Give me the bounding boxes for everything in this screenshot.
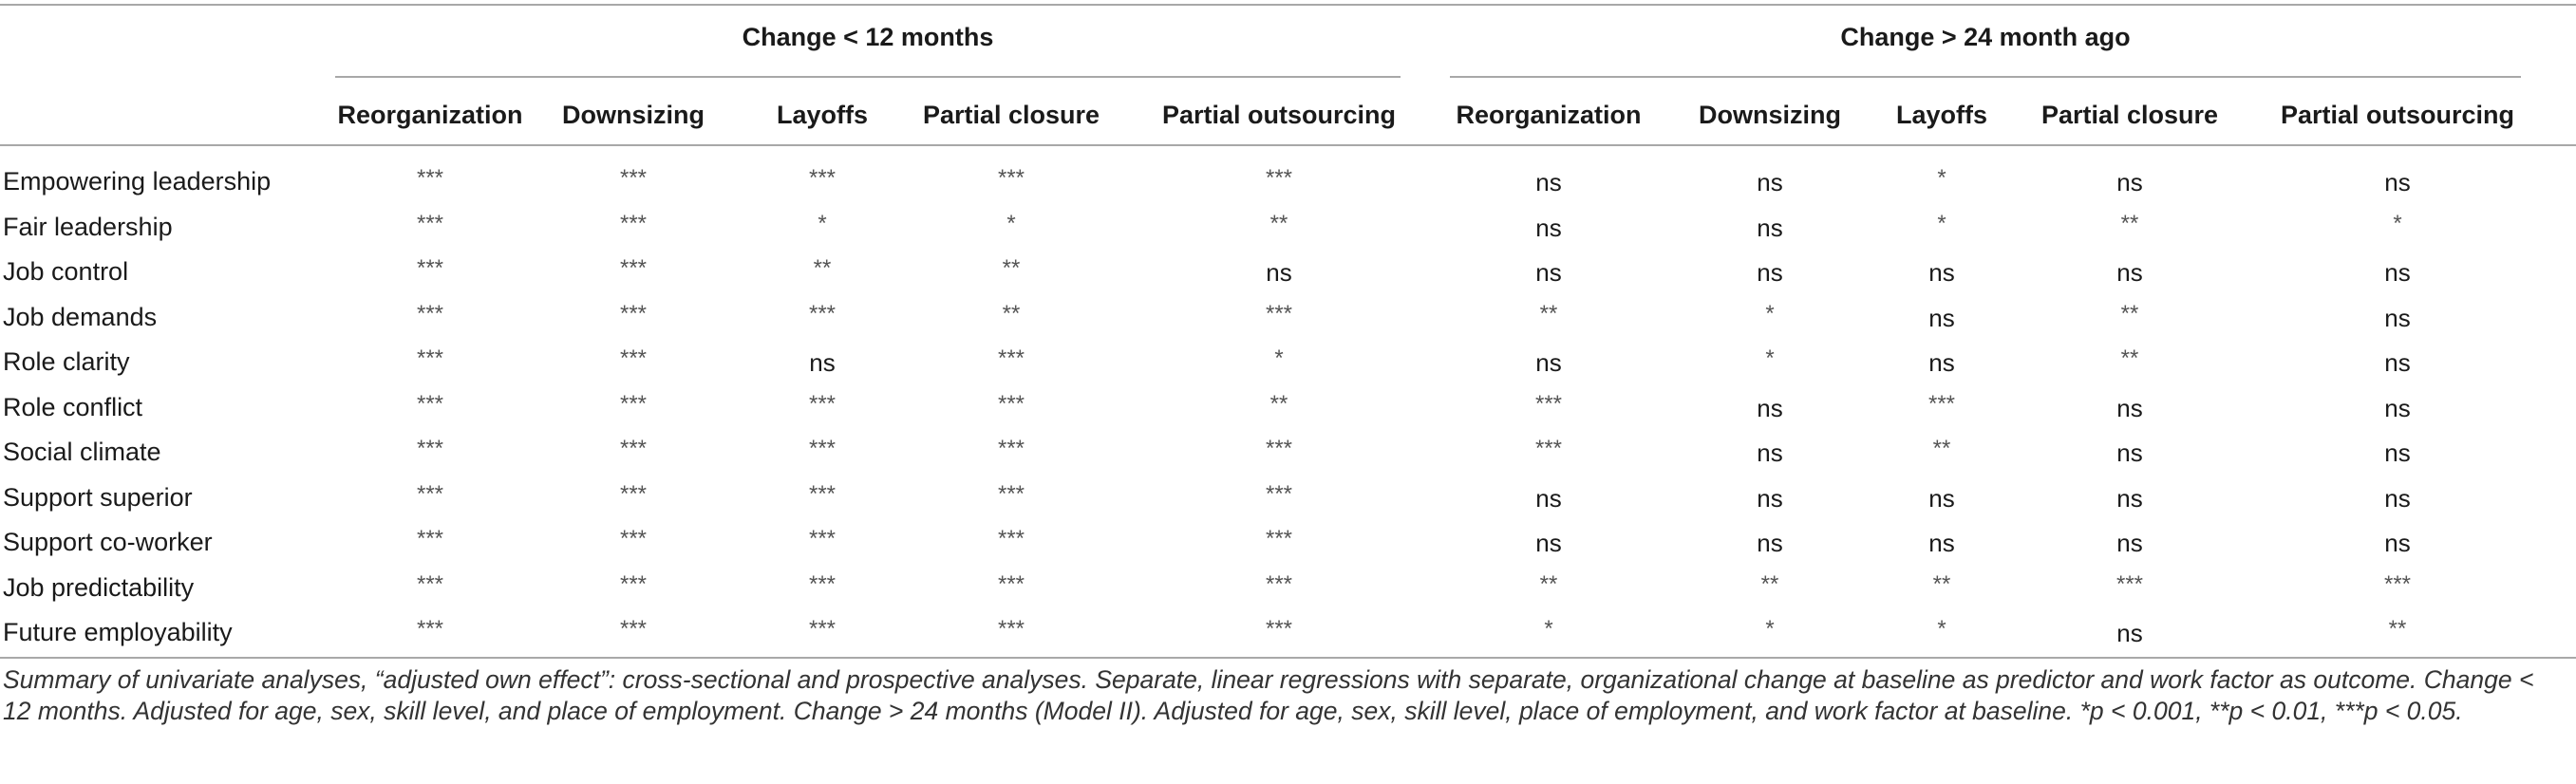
table-cell: *** [416, 300, 444, 327]
column-header-downsizing-gt24: Downsizing [1699, 101, 1841, 129]
table-cell: ns [2116, 258, 2143, 287]
column-header-partial-outsourcing-gt24: Partial outsourcing [2280, 101, 2515, 129]
table-cell: *** [1265, 436, 1293, 461]
row-label: Fair leadership [3, 212, 173, 241]
table-cell: ns [1757, 529, 1783, 557]
row-label: Social climate [3, 438, 161, 466]
table-cell: * [1937, 210, 1946, 236]
table-cell: *** [808, 165, 837, 191]
table-cell: *** [997, 616, 1025, 642]
table-cell: *** [1927, 390, 1956, 417]
table-cell: *** [1534, 390, 1563, 417]
table-cell: *** [619, 210, 648, 236]
table-cell: ** [2120, 345, 2139, 371]
table-cell: * [1937, 165, 1946, 191]
table-cell: ns [2384, 303, 2411, 332]
table-cell: ns [1535, 483, 1562, 513]
table-cell: *** [1265, 165, 1293, 191]
table-cell: ns [1928, 483, 1955, 513]
row-label: Job demands [3, 302, 158, 331]
table-cell: *** [416, 345, 444, 371]
table-cell: *** [416, 255, 444, 281]
table-cell: ns [2384, 258, 2411, 287]
table-cell: *** [416, 165, 444, 191]
table-footnote: Summary of univariate analyses, “adjusted own effect”: cross-sectional and prospective analyses. Separate, linear regressions with separate, organizational change at baseline as predictor and work factor as outcome. Change < 12 months. Adjusted for age, sex, skill level, and place of employment. Change > 24 months (Model II). Adjusted for age, sex, skill level, place of employment, and work factor at baseline. *p < 0.001, **p < 0.01, ***p < 0.05. [3, 665, 2534, 725]
table-cell: ns [2116, 393, 2143, 422]
column-header-layoffs-lt12: Layoffs [776, 101, 869, 129]
row-label: Empowering leadership [3, 167, 272, 196]
table-cell: ns [1757, 258, 1783, 287]
column-header-reorganization-gt24: Reorganization [1456, 101, 1642, 129]
column-header-layoffs-gt24: Layoffs [1895, 101, 1988, 129]
table-cell: ** [1932, 570, 1951, 597]
table-cell: ** [813, 255, 832, 281]
table-cell: * [1937, 616, 1946, 642]
table-cell: *** [997, 345, 1025, 371]
table-cell: ns [1535, 529, 1562, 557]
table-cell: *** [2115, 570, 2144, 597]
table-cell: ** [1539, 300, 1558, 327]
table-cell: *** [619, 165, 648, 191]
table-cell: ns [1757, 213, 1783, 242]
table-cell: * [1765, 616, 1775, 642]
table-cell: ns [1928, 348, 1955, 377]
header-bottom-rule [0, 144, 2576, 146]
table-cell: ns [1928, 303, 1955, 332]
table-cell: ns [809, 348, 836, 377]
column-header-partial-closure-lt12: Partial closure [922, 101, 1100, 129]
table-cell: *** [2383, 570, 2412, 597]
table-cell: *** [997, 526, 1025, 551]
table-cell: ns [1757, 393, 1783, 422]
row-label: Support co-worker [3, 528, 213, 556]
table-cell: *** [808, 616, 837, 642]
table-cell: ns [1535, 213, 1562, 242]
table-cell: *** [416, 526, 444, 551]
table-cell: *** [1265, 616, 1293, 642]
row-label: Support superior [3, 482, 193, 512]
table-cell: *** [1534, 436, 1563, 461]
table-cell: * [1765, 300, 1775, 327]
table-cell: *** [416, 570, 444, 597]
table-cell: *** [808, 436, 837, 461]
row-label: Role conflict [3, 392, 143, 421]
table-cell: * [1274, 345, 1284, 371]
table-cell: ns [2384, 483, 2411, 513]
column-header-reorganization-lt12: Reorganization [337, 101, 523, 129]
table-cell: ** [1932, 436, 1951, 461]
table-cell: ** [2388, 616, 2407, 642]
table-cell: *** [997, 390, 1025, 417]
table-cell: ** [2120, 210, 2139, 236]
table-cell: ** [1269, 210, 1288, 236]
table-cell: *** [416, 480, 444, 507]
column-header-downsizing-lt12: Downsizing [562, 101, 705, 129]
table-cell: ** [2120, 300, 2139, 327]
table-cell: ns [2116, 619, 2143, 647]
table-cell: *** [619, 255, 648, 281]
table-cell: *** [808, 526, 837, 551]
table-cell: ns [1928, 529, 1955, 557]
column-header-partial-closure-gt24: Partial closure [2040, 101, 2219, 129]
table-cell: ns [2384, 348, 2411, 377]
table-cell: ns [2116, 439, 2143, 467]
table-cell: ns [1266, 258, 1292, 287]
row-label: Role clarity [3, 347, 130, 376]
table-cell: *** [808, 570, 837, 597]
table-cell: ns [1757, 168, 1783, 196]
table-cell: ** [1002, 255, 1021, 281]
row-label: Job control [3, 257, 129, 286]
table-cell: *** [619, 345, 648, 371]
table-cell: * [2393, 210, 2402, 236]
group-header-change-over-24-months: Change > 24 month ago [1840, 23, 2131, 51]
row-label: Job predictability [3, 572, 195, 602]
table-cell: *** [1265, 300, 1293, 327]
group-header-change-under-12-months: Change < 12 months [742, 23, 994, 51]
table-cell: *** [997, 570, 1025, 597]
table-cell: *** [997, 436, 1025, 461]
table-cell: *** [416, 390, 444, 417]
group-rule-change-over-24-months [1450, 76, 2521, 78]
table-cell: *** [997, 165, 1025, 191]
table-cell: ns [2116, 529, 2143, 557]
table-cell: ns [2384, 168, 2411, 196]
table-cell: ns [1535, 348, 1562, 377]
table-cell: ns [1928, 258, 1955, 287]
table-bottom-rule [0, 657, 2576, 659]
table-cell: ns [1535, 168, 1562, 196]
table-top-rule [0, 4, 2576, 6]
table-cell: *** [1265, 570, 1293, 597]
table-cell: * [1544, 616, 1553, 642]
table-cell: ns [1757, 483, 1783, 513]
table-cell: *** [619, 436, 648, 461]
table-cell: *** [1265, 526, 1293, 551]
table-cell: * [1006, 210, 1016, 236]
table-cell: ns [2384, 529, 2411, 557]
table-cell: *** [619, 526, 648, 551]
table-cell: *** [619, 480, 648, 507]
column-header-partial-outsourcing-lt12: Partial outsourcing [1161, 101, 1397, 129]
table-cell: ns [2116, 483, 2143, 513]
table-cell: *** [619, 300, 648, 327]
table-cell: *** [416, 436, 444, 461]
table-cell: ns [2384, 393, 2411, 422]
table-cell: *** [808, 480, 837, 507]
table-cell: ns [2116, 168, 2143, 196]
table-cell: ** [1539, 570, 1558, 597]
table-cell: * [1765, 345, 1775, 371]
row-label: Future employability [3, 618, 233, 646]
table-cell: ns [2384, 439, 2411, 467]
table-cell: ns [1757, 439, 1783, 467]
table-cell: *** [619, 570, 648, 597]
table-cell: *** [416, 616, 444, 642]
table-cell: ** [1269, 390, 1288, 417]
table-cell: *** [808, 390, 837, 417]
group-rule-change-under-12-months [335, 76, 1401, 78]
table-cell: ** [1760, 570, 1779, 597]
table-cell: ns [1535, 258, 1562, 287]
table-cell: *** [1265, 480, 1293, 507]
table-cell: *** [808, 300, 837, 327]
table-cell: *** [997, 480, 1025, 507]
table-cell: * [818, 210, 827, 236]
table-cell: ** [1002, 300, 1021, 327]
table-cell: *** [619, 390, 648, 417]
table-cell: *** [416, 210, 444, 236]
table-cell: *** [619, 616, 648, 642]
